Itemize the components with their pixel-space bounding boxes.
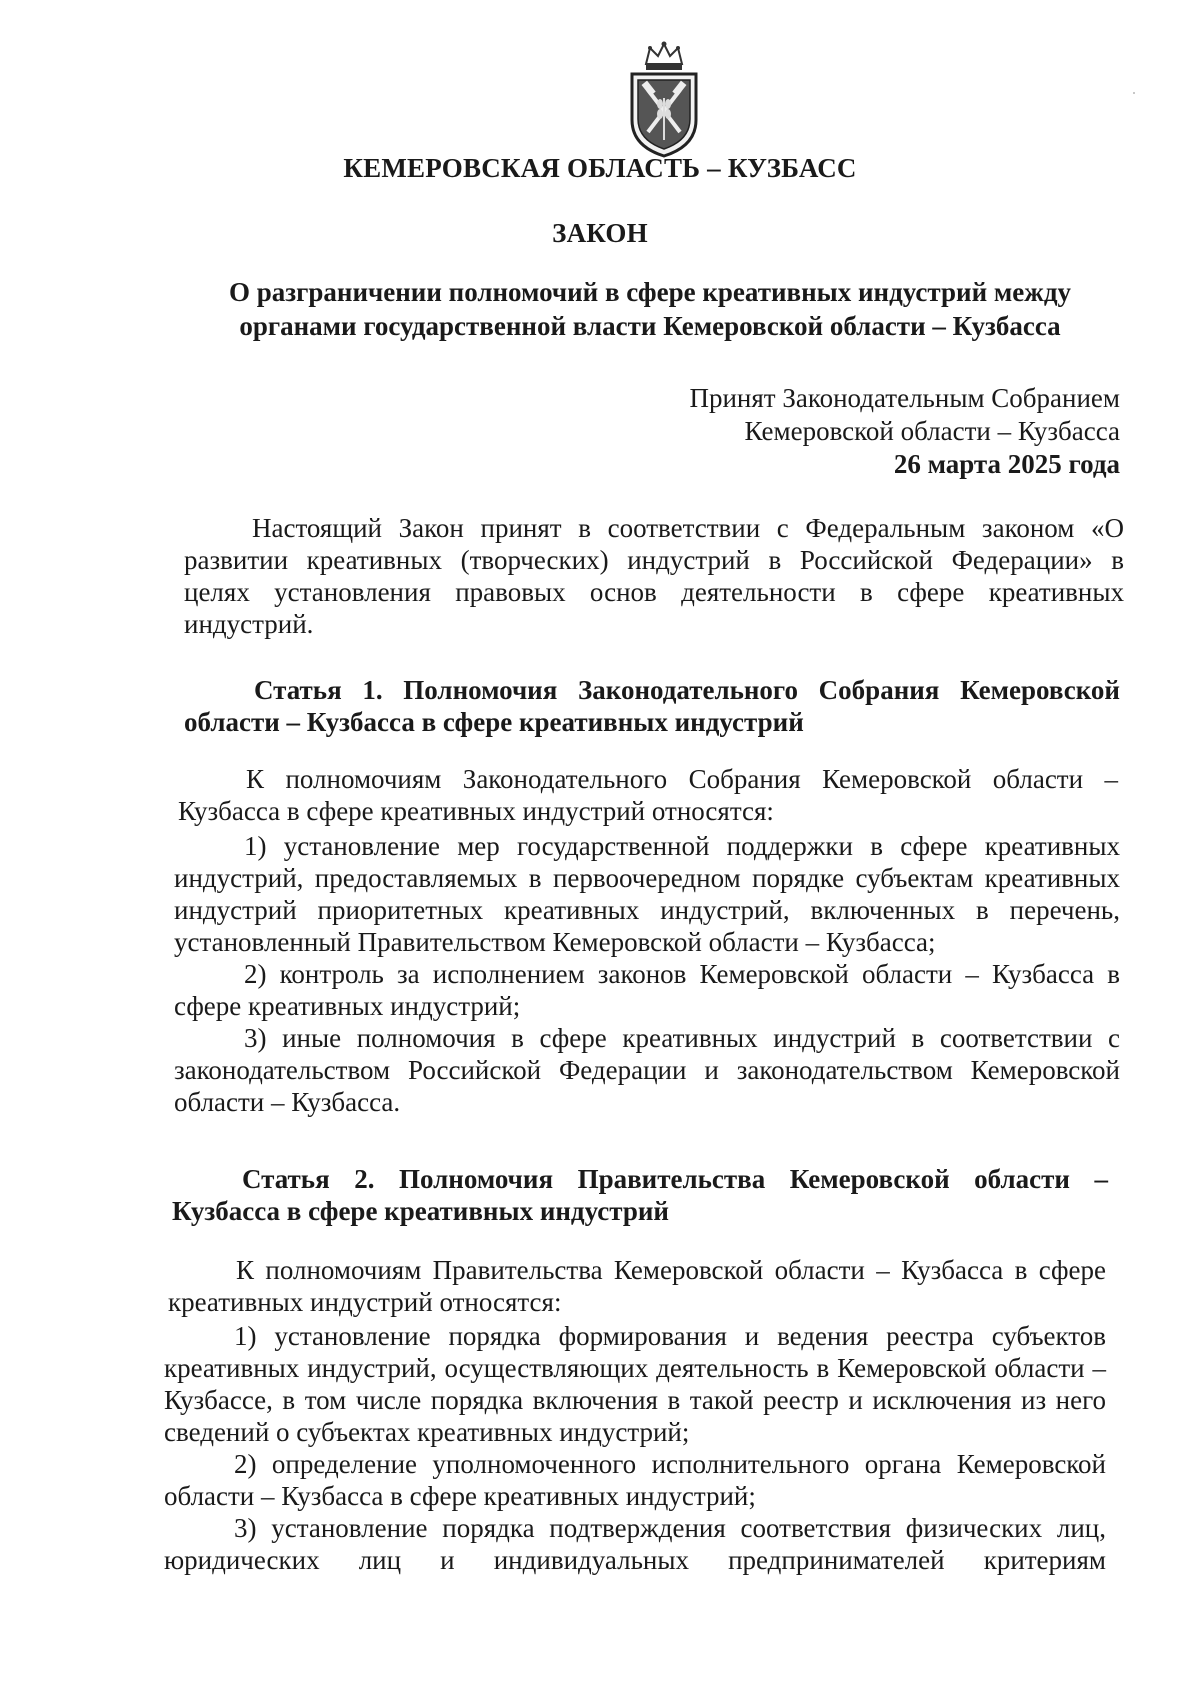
article-2-item-3: 3) установление порядка подтверждения соответствия физических лиц, юридических лиц и индивидуальных предпринимателей критериям bbox=[164, 1513, 1106, 1575]
law-subject bbox=[200, 275, 1100, 343]
article-2-intro bbox=[168, 1254, 1106, 1318]
article-1-item-3: 3) иные полномочия в сфере креативных индустрий в соответствии с законодательством Российской Федерации и законодательством Кемеровской области – Кузбасса. bbox=[174, 1023, 1120, 1117]
article-2-intro-text: К полномочиям Правительства Кемеровской области – Кузбасса в сфере креативных индустрий относятся: bbox=[168, 1255, 1106, 1317]
coat-of-arms-icon bbox=[622, 40, 706, 162]
article-2-heading-rest: Кузбасса в сфере креативных индустрий bbox=[172, 1196, 669, 1226]
article-2-heading-lead: Статья 2. Полномочия Правительства Кемеровской области – bbox=[242, 1164, 1108, 1194]
adoption-line-2: Кемеровской области – Кузбасса bbox=[744, 416, 1120, 446]
adoption-block bbox=[689, 382, 1120, 481]
law-subject-line-2: органами государственной власти Кемеровской области – Кузбасса bbox=[239, 311, 1061, 341]
article-1-intro bbox=[178, 763, 1118, 827]
adoption-date: 26 марта 2025 года bbox=[893, 449, 1120, 479]
article-1-intro-text: К полномочиям Законодательного Собрания Кемеровской области – Кузбасса в сфере креативных индустрий относятся: bbox=[178, 764, 1118, 826]
article-1-heading-rest: области – Кузбасса в сфере креативных индустрий bbox=[184, 707, 804, 737]
preamble-text: Настоящий Закон принят в соответствии с Федеральным законом «О развитии креативных (творческих) индустрий в Российской Федерации» в целях установления правовых основ деятельности в сфере креативных индустрий. bbox=[184, 513, 1124, 639]
adoption-line-1: Принят Законодательным Собранием bbox=[689, 383, 1120, 413]
scan-mark bbox=[1133, 92, 1135, 94]
law-subject-line-1: О разграничении полномочий в сфере креативных индустрий между bbox=[229, 277, 1071, 307]
article-2-heading bbox=[172, 1163, 1108, 1227]
article-1-items bbox=[174, 830, 1120, 1118]
article-1-item-2: 2) контроль за исполнением законов Кемеровской области – Кузбасса в сфере креативных индустрий; bbox=[174, 959, 1120, 1021]
article-1-item-1: 1) установление мер государственной поддержки в сфере креативных индустрий, предоставляемых в первоочередном порядке субъектам креативных индустрий приоритетных креативных индустрий, включенных в перечень, установленный Правительством Кемеровской области – Кузбасса; bbox=[174, 831, 1120, 957]
article-2-items bbox=[164, 1320, 1106, 1576]
article-2-item-2: 2) определение уполномоченного исполнительного органа Кемеровской области – Кузбасса в сфере креативных индустрий; bbox=[164, 1449, 1106, 1511]
preamble bbox=[184, 512, 1124, 640]
article-1-heading bbox=[184, 674, 1120, 738]
article-1-heading-lead: Статья 1. Полномочия Законодательного Собрания Кемеровской bbox=[254, 675, 1120, 705]
article-2-item-1: 1) установление порядка формирования и ведения реестра субъектов креативных индустрий, осуществляющих деятельность в Кемеровской области – Кузбассе, в том числе порядка включения в такой реестр и исключения из него сведений о субъектах креативных индустрий; bbox=[164, 1321, 1106, 1447]
region-title: КЕМЕРОВСКАЯ ОБЛАСТЬ – КУЗБАСС bbox=[343, 153, 857, 183]
law-title: ЗАКОН bbox=[552, 218, 648, 248]
